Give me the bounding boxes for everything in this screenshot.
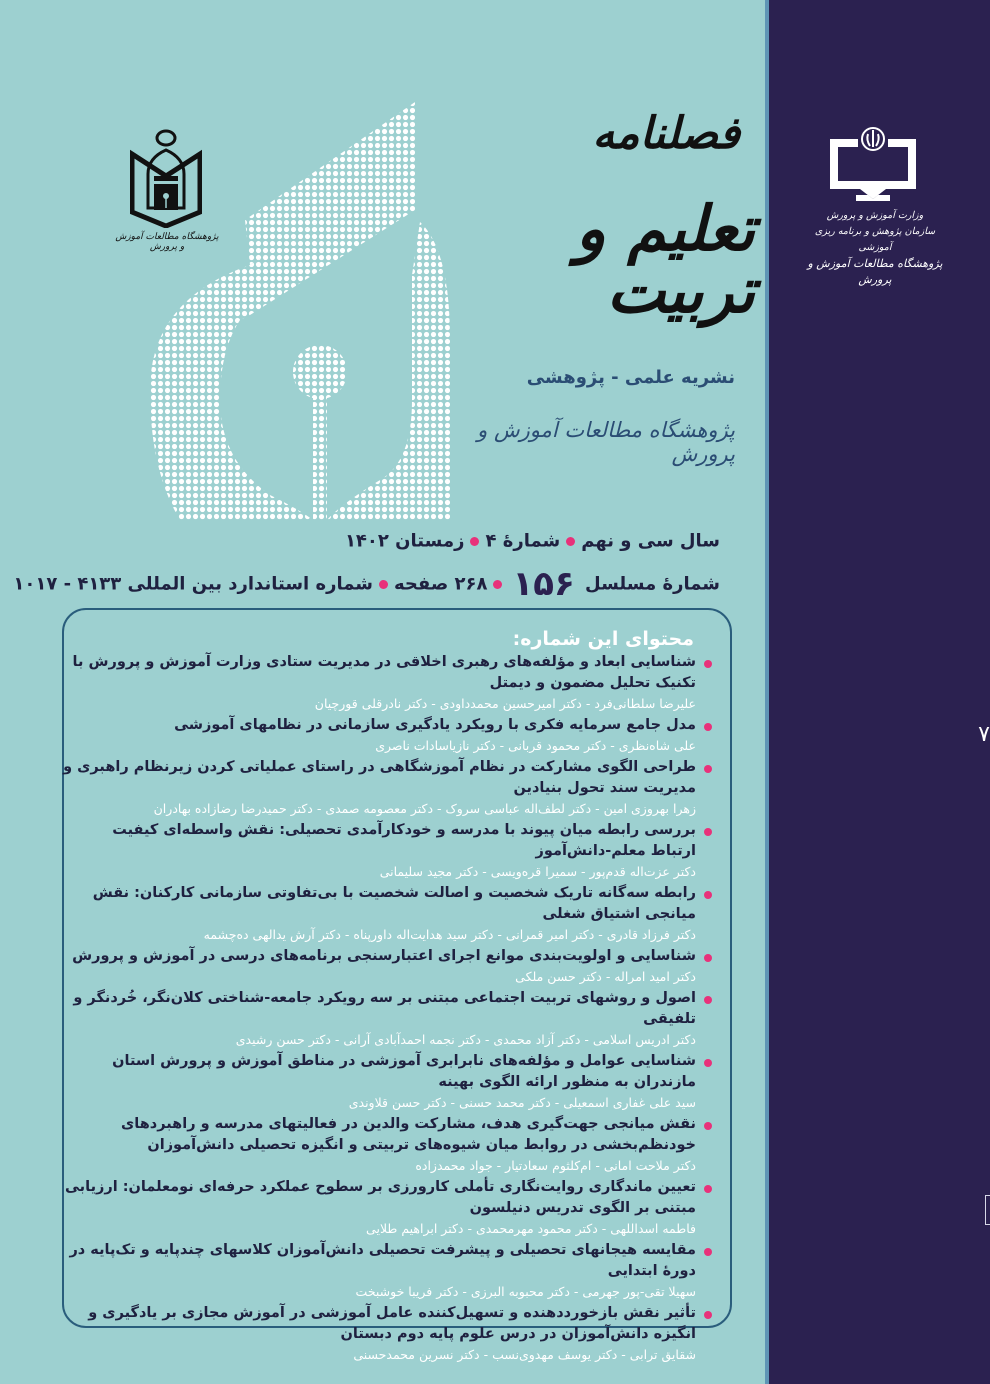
ministry-emblem-icon	[828, 125, 918, 203]
list-item	[63, 820, 718, 881]
issn: شماره استاندارد بین المللی ۴۱۳۳ - ۱۰۱۷	[13, 573, 373, 595]
list-item	[63, 988, 718, 1049]
article-title: تأثیر نقش بازخورددهنده و تسهیل‌کننده عامل آموزشی در آموزش مجازی بر یادگیری و انگیزه دانش‌آموزان در درس علوم پایه دوم دبستان	[88, 1305, 696, 1342]
institute-logo-caption: پژوهشگاه مطالعات آموزش و پرورش	[115, 232, 219, 252]
list-item	[63, 652, 718, 713]
article-title: رابطه سه‌گانه تاریک شخصیت و اصالت شخصیت با بی‌تفاوتی سازمانی کارکنان: نقش میانجی اشتیاق شغلی	[92, 885, 696, 922]
article-authors: دکتر امید امراله - دکتر حسن ملکی	[515, 969, 696, 984]
article-authors: علیرضا سلطانی‌فرد - دکتر امیرحسین محمدداودی - دکتر نادرقلی قورچیان	[314, 696, 696, 711]
article-title: تعیین ماندگاری روایت‌نگاری تأملی کارورزی بر سطوح عملکرد حرفه‌ای نومعلمان: ارزیابی مبتنی بر الگوی تدریس دنیلسون	[65, 1179, 696, 1216]
volume-year: سال سی و نهم	[581, 530, 720, 552]
ministry-line: پژوهشگاه مطالعات آموزش و پرورش	[807, 257, 943, 286]
bullet-dot-icon	[566, 537, 575, 546]
bullet-dot-icon	[704, 891, 712, 899]
article-title: بررسی رابطه میان پیوند با مدرسه و خودکارآمدی تحصیلی: نقش واسطه‌ای کیفیت ارتباط معلم-دانش‌آموز	[112, 822, 696, 859]
serial-number: ۱۵۶	[512, 564, 575, 604]
bullet-dot-icon	[704, 660, 712, 668]
bullet-dot-icon	[704, 1059, 712, 1067]
article-authors: زهرا بهروزی امین - دکتر لطف‌اله عباسی سروک - دکتر معصومه صمدی - دکتر حمیدرضا رضازاده بهادران	[153, 801, 696, 816]
list-item	[63, 1303, 718, 1364]
list-item	[63, 1114, 718, 1175]
article-authors: سهیلا تقی‌-پور جهرمی - دکتر محبوبه البرزی - دکتر فریبا خوشبخت	[355, 1284, 696, 1299]
bullet-dot-icon	[704, 828, 712, 836]
article-title: اصول و روشهای تربیت اجتماعی مبتنی بر سه رویکرد جامعه‌-شناختی کلان‌نگر، خُردنگر و تلفیقی	[73, 990, 696, 1027]
bullet-dot-icon	[704, 954, 712, 962]
bullet-dot-icon	[704, 1311, 712, 1319]
list-item	[63, 883, 718, 944]
list-item	[63, 946, 718, 986]
article-title: طراحی الگوی مشارکت در نظام آموزشگاهی در راستای عملیاتی کردن زیرنظام راهبری و مدیریت سند تحول بنیادین	[63, 759, 696, 796]
article-authors: دکتر عزت‌اله قدم‌پور - سمیرا قره‌ویسی - دکتر مجید سلیمانی	[379, 864, 696, 879]
bullet-dot-icon	[704, 765, 712, 773]
article-title: مدل جامع سرمایه فکری با رویکرد یادگیری سازمانی در نظامهای آموزشی	[174, 717, 696, 733]
bullet-dot-icon	[704, 1122, 712, 1130]
ministry-line: وزارت آموزش و پرورش	[826, 210, 924, 221]
list-item	[63, 1051, 718, 1112]
bullet-dot-icon	[704, 723, 712, 731]
issue-info	[345, 530, 720, 552]
edge-bracket	[985, 1195, 990, 1225]
publisher-name: پژوهشگاه مطالعات آموزش و پرورش	[477, 418, 735, 466]
contents-list	[63, 652, 718, 1366]
journal-type-label: فصلنامه	[592, 108, 740, 159]
serial-label: شمارهٔ مسلسل	[585, 573, 720, 595]
bullet-dot-icon	[704, 1248, 712, 1256]
ministry-line: سازمان پژوهش و برنامه ریزی آموزشی	[814, 226, 936, 253]
article-authors: دکتر فرزاد قادری - دکتر امیر قمرانی - دکتر سید هدایت‌اله داورپناه - دکتر آرش یدالهی ده‌چشمه	[203, 927, 696, 942]
list-item	[63, 1240, 718, 1301]
bullet-dot-icon	[379, 580, 388, 589]
list-item	[63, 1177, 718, 1238]
bullet-dot-icon	[493, 580, 502, 589]
ministry-text	[800, 208, 950, 288]
bullet-dot-icon	[704, 1185, 712, 1193]
table-of-contents	[62, 608, 732, 1362]
article-authors: شقایق ترابی - دکتر یوسف مهدوی‌نسب - دکتر نسرین محمدحسنی	[353, 1347, 696, 1362]
article-authors: فاطمه اسداللهی - دکتر محمود مهرمحمدی - دکتر ابراهیم طلایی	[366, 1221, 696, 1236]
contents-heading: محتوای این شماره:	[512, 628, 694, 650]
article-authors: دکتر ملاحت امانی - ام‌کلثوم سعادتیار - جواد محمدزاده	[415, 1158, 696, 1173]
list-item	[63, 715, 718, 755]
article-title: مقایسه هیجانهای تحصیلی و پیشرفت تحصیلی دانش‌آموزان کلاسهای چندپایه و تک‌پایه در دورهٔ ابتدایی	[69, 1242, 696, 1279]
article-authors: دکتر ادریس اسلامی - دکتر آزاد محمدی - دکتر نجمه احمدآبادی آرانی - دکتر حسن رشیدی	[235, 1032, 696, 1047]
bullet-dot-icon	[470, 537, 479, 546]
article-title: شناسایی عوامل و مؤلفه‌های نابرابری آموزشی در مناطق آموزش و پرورش استان مازندران به منظور ارائه الگوی بهینه	[112, 1053, 696, 1090]
edge-mark: ۷	[978, 722, 990, 747]
article-authors: علی شاه‌نظری - دکتر محمود قربانی - دکتر نازیاسادات ناصری	[375, 738, 696, 753]
page-count: ۲۶۸ صفحه	[393, 573, 488, 595]
article-title: شناسایی ابعاد و مؤلفه‌های رهبری اخلاقی در مدیریت ستادی وزارت آموزش و پرورش با تکنیک تحلیل مضمون و دیمتل	[72, 654, 696, 691]
article-title: نقش میانجی جهت‌گیری هدف، مشارکت والدین در فعالیتهای مدرسه و راهبردهای خودنظم‌بخشی در روابط میان شیوه‌های تربیتی و انگیزه تحصیلی دانش‌آموزان	[121, 1116, 696, 1153]
bullet-dot-icon	[704, 996, 712, 1004]
article-title: شناسایی و اولویت‌بندی موانع اجرای اعتبارسنجی برنامه‌های درسی در آموزش و پرورش	[72, 948, 696, 964]
list-item	[63, 757, 718, 818]
issue-season: زمستان ۱۴۰۲	[344, 530, 465, 552]
dotted-pen-graphic-icon	[150, 100, 450, 520]
issue-number: شمارهٔ ۴	[485, 530, 561, 552]
article-authors: سید علی غفاری اسمعیلی - دکتر محمد حسنی - دکتر حسن قلاوندی	[348, 1095, 696, 1110]
serial-info	[13, 564, 720, 604]
journal-subtitle: نشریه علمی - پژوهشی	[526, 367, 735, 388]
journal-title: تعلیم و تربیت	[575, 192, 755, 327]
